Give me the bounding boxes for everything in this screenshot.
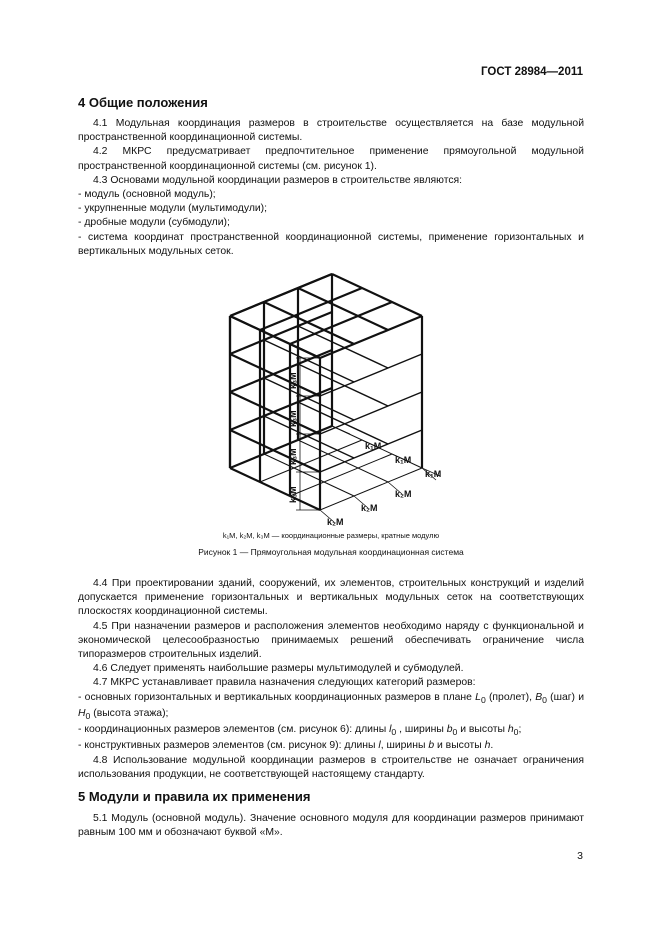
list-item-submodules: - дробные модули (субмодули);: [78, 217, 230, 229]
dimension-label: k₂M: [327, 517, 344, 527]
paragraph-4-6: 4.6 Следует применять наибольшие размеры мультимодулей и субмодулей.: [93, 663, 464, 675]
standard-header: ГОСТ 28984—2011: [481, 66, 583, 78]
paragraph-4-1: 4.1 Модульная координация размеров в строительстве осуществляется на базе модульной пространственной координационной системы.: [78, 118, 584, 144]
figure-note: k₁M, k₂M, k₃M — координационные размеры, кратные модулю: [222, 531, 440, 540]
section-5-text: [78, 812, 584, 840]
dimension-label: k₃M: [288, 486, 298, 503]
paragraph-4-3: 4.3 Основами модульной координации размеров в строительстве являются:: [93, 174, 463, 186]
section-4-title: 4 Общие положения: [78, 95, 208, 110]
list-item-multimodules: - укрупненные модули (мультимодули);: [78, 203, 268, 215]
list-item-coordinate-system: - система координат пространственной координационной системы, применение горизонтальных и вертикальных модульных сеток.: [78, 231, 584, 257]
list-item-main-sizes: - основных горизонтальных и вертикальных координационных размеров в плане $L_0$ (пролет), $B_0$ (шаг) и $H_0$ (высота этажа);: [78, 691, 585, 721]
paragraph-4-2: 4.2 МКРС предусматривает предпочтительное применение прямоугольной модульной пространственной координационной системы (см. рисунок 1).: [78, 146, 584, 172]
page-number: 3: [577, 850, 583, 862]
section-5-title: 5 Модули и правила их применения: [78, 789, 311, 804]
dimension-label: k₃M: [288, 448, 298, 465]
dimension-label: k₁M: [425, 469, 442, 479]
list-item-element-sizes: - координационных размеров элементов (см. рисунок 6): длины $l_0$ , ширины $b_0$ и высоты $h_0$;: [78, 724, 522, 738]
section-4-text: [78, 117, 584, 259]
dimension-label: k₁M: [395, 455, 412, 465]
dimension-lines: [296, 358, 440, 522]
dimension-label: k₃M: [288, 372, 298, 389]
frame-grid: [230, 274, 422, 510]
figure-1-grid: [0, 250, 661, 530]
dimension-label: k₃M: [288, 410, 298, 427]
paragraph-4-4: 4.4 При проектировании зданий, сооружений, их элементов, строительных конструкций и изделий допускается применение горизонтальных и вертикальных модульных сеток на соответствующих плоскостях координационной системы.: [78, 578, 584, 618]
section-4-continued: [78, 577, 584, 782]
list-item-module: - модуль (основной модуль);: [78, 189, 216, 201]
figure-caption: Рисунок 1 — Прямоугольная модульная координационная система: [198, 547, 464, 557]
grid-line: [332, 426, 350, 434]
paragraph-4-8: 4.8 Использование модульной координации размеров в строительстве не означает ограничения использования продукции, не соответствующей настоящему стандарту.: [78, 754, 584, 780]
dimension-label: k₂M: [395, 489, 412, 499]
paragraph-5-1: 5.1 Модуль (основной модуль). Значение основного модуля для координации размеров принимают равным 100 мм и обозначают буквой «М».: [78, 813, 584, 839]
list-item-structural-sizes: - конструктивных размеров элементов (см. рисунок 9): длины l, ширины b и высоты h.: [78, 740, 494, 752]
paragraph-4-7: 4.7 МКРС устанавливает правила назначения следующих категорий размеров:: [93, 677, 476, 689]
paragraph-4-5: 4.5 При назначении размеров и расположения элементов необходимо наряду с функциональной и экономической целесообразностью принимаемых решений обеспечивать ограничение числа типоразмеров строительных изделий.: [78, 620, 584, 661]
dimension-label: k₁M: [365, 441, 382, 451]
dimension-label: k₂M: [361, 503, 378, 513]
ground-grid: [230, 426, 422, 510]
